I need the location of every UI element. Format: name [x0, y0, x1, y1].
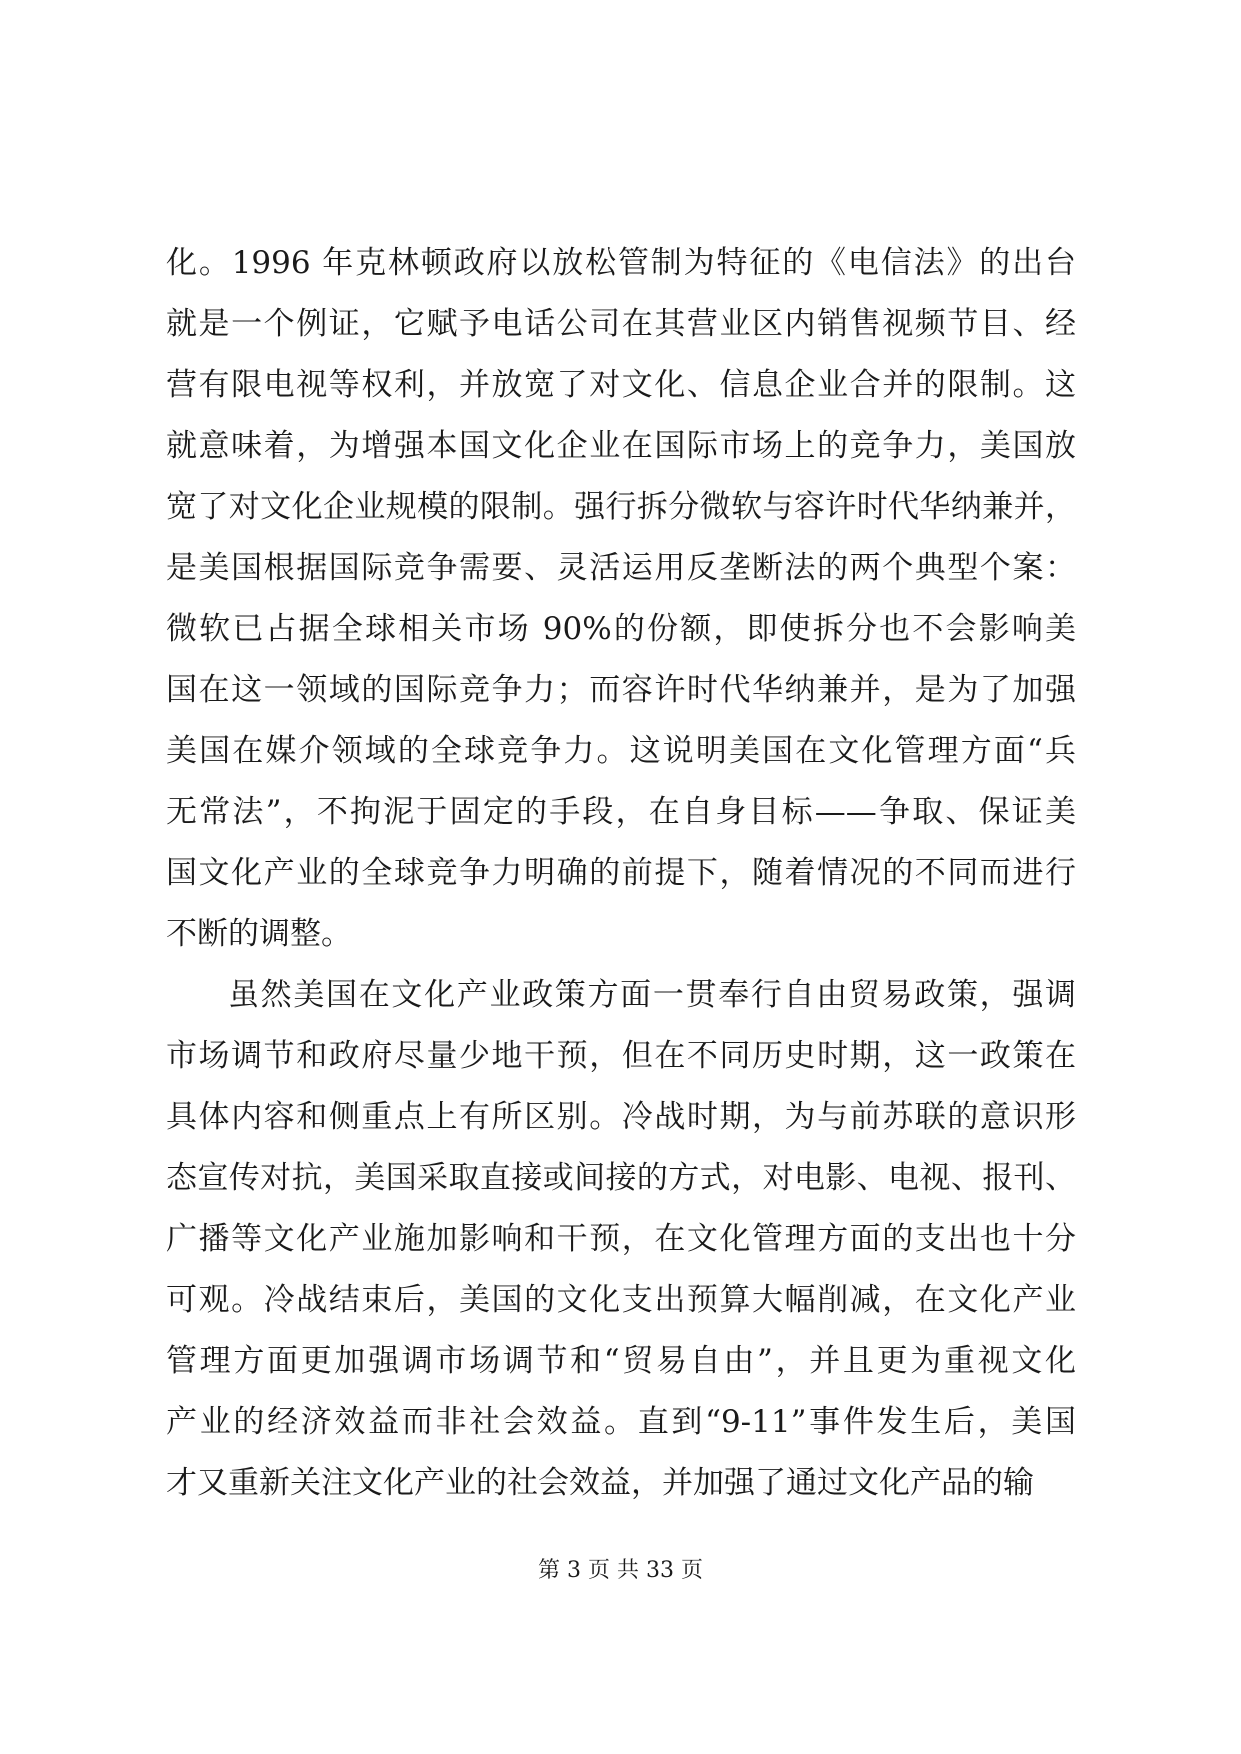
text-line: 虽然美国在文化产业政策方面一贯奉行自由贸易政策，强调	[228, 977, 1076, 1013]
page-footer: 第 3 页 共 33 页	[538, 1558, 703, 1583]
text-line: 微软已占据全球相关市场 90%的份额，即使拆分也不会影响美	[166, 611, 1076, 647]
body-text	[166, 233, 1076, 1514]
text-line: 营有限电视等权利，并放宽了对文化、信息企业合并的限制。这	[166, 367, 1076, 403]
text-line: 化。1996 年克林顿政府以放松管制为特征的《电信法》的出台	[166, 245, 1076, 281]
paragraph	[166, 965, 1076, 1514]
text-line: 国文化产业的全球竞争力明确的前提下，随着情况的不同而进行	[166, 855, 1076, 891]
text-line: 是美国根据国际竞争需要、灵活运用反垄断法的两个典型个案：	[166, 550, 1076, 586]
text-line: 宽了对文化企业规模的限制。强行拆分微软与容许时代华纳兼并，	[166, 489, 1076, 525]
text-line: 市场调节和政府尽量少地干预，但在不同历史时期，这一政策在	[166, 1038, 1076, 1074]
text-line: 就是一个例证，它赋予电话公司在其营业区内销售视频节目、经	[166, 306, 1076, 342]
text-line: 产业的经济效益而非社会效益。直到“9-11”事件发生后，美国	[166, 1404, 1076, 1440]
text-line: 广播等文化产业施加影响和干预，在文化管理方面的支出也十分	[166, 1221, 1076, 1257]
text-line: 无常法”，不拘泥于固定的手段，在自身目标——争取、保证美	[166, 794, 1076, 830]
text-line: 才又重新关注文化产业的社会效益，并加强了通过文化产品的输	[166, 1465, 1034, 1501]
text-line: 就意味着，为增强本国文化企业在国际市场上的竞争力，美国放	[166, 428, 1076, 464]
text-line: 态宣传对抗，美国采取直接或间接的方式，对电影、电视、报刊、	[166, 1160, 1076, 1196]
text-line: 美国在媒介领域的全球竞争力。这说明美国在文化管理方面“兵	[166, 733, 1076, 769]
text-line: 具体内容和侧重点上有所区别。冷战时期，为与前苏联的意识形	[166, 1099, 1076, 1135]
paragraph	[166, 233, 1076, 965]
text-line: 可观。冷战结束后，美国的文化支出预算大幅削减，在文化产业	[166, 1282, 1076, 1318]
text-line: 管理方面更加强调市场调节和“贸易自由”，并且更为重视文化	[166, 1343, 1076, 1379]
text-line: 国在这一领域的国际竞争力；而容许时代华纳兼并，是为了加强	[166, 672, 1076, 708]
text-line: 不断的调整。	[166, 916, 352, 952]
